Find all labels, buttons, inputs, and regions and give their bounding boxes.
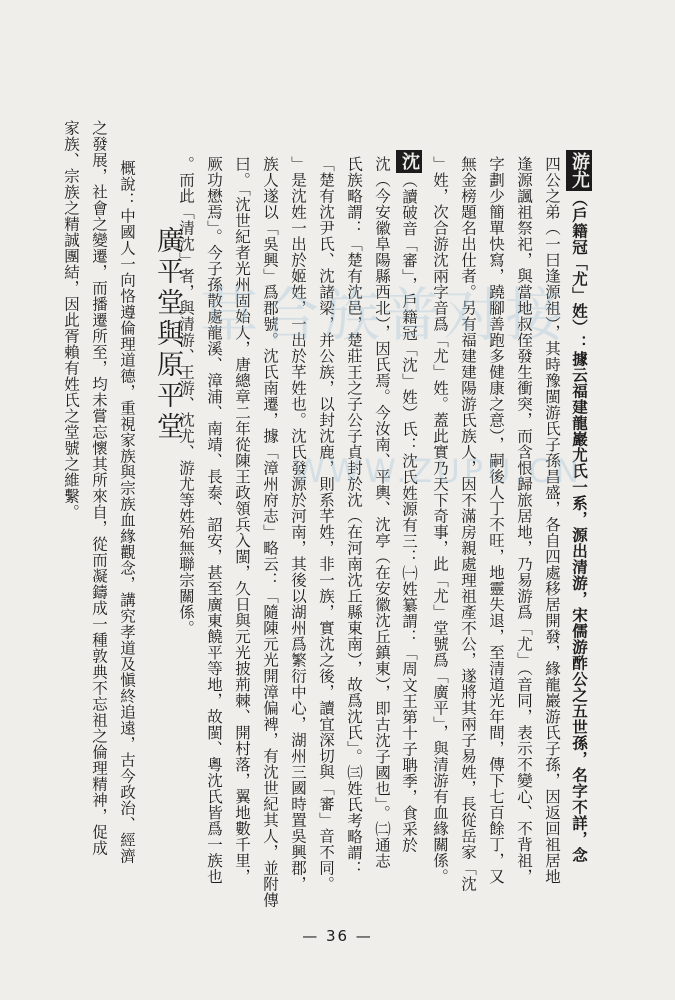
shen-col-1 [398, 150, 422, 853]
yu-col-4: 字劃少簡單快寫，蹺腳善跑多健康之意），嗣後人丁不旺，地靈失退，至清道光年間，傳下七百餘丁，又 [487, 156, 505, 885]
yu-col-3: 逢源諷祖祭祀，與當地叔侄發生衝突，而含恨歸旅居地，乃易游爲「尤」（音同，表示不變心、不背祖， [515, 156, 533, 885]
shen-col-2: 沈（今安徽阜陽縣西北），因氏焉。今汝南、平輿、沈亭（在安徽沈丘鎮東），即古沈子國也」。㈡通志 [373, 156, 391, 869]
yu-col-6: 」姓，次合游沈兩字音爲「尤」姓。蓋此實乃天下奇事，此「尤」堂號爲「廣平」，與清游有血緣關係。 [431, 156, 449, 885]
yu-col-2: 四公之弟（一曰逢源祖），其時豫閩游氏子孫昌盛，各自四處移居開發，緣龍巖游氏子孫，因返回祖居地 [543, 156, 561, 885]
shen-col-4: 「楚有沈尹氏、沈諸梁，并公族，以封沈鹿，則系芊姓，非一族，實沈之後，讀宜深切與「審」音不同。 [317, 156, 335, 892]
shen-col-1-text: （讀破音「審」，戶籍冠「沈」姓）氏：沈氏姓源有三：㈠姓纂謂：「周文王第十子聃季，食采於 [400, 172, 418, 853]
summary-col-1: 概說：中國人一向恪遵倫理道德，重視家族與宗族血緣觀念，講究孝道及愼終追遠，古今政治、經濟 [118, 160, 136, 864]
page-number: — 36 — [302, 927, 373, 945]
watermark-url: WWW.ZUPU.CN [293, 452, 583, 490]
section-heading: 廣平堂與原平堂 [152, 226, 183, 443]
shen-col-9: 。而此「清沈」者，與清游、王游、沈尤、游尤等姓殆無聯宗關係。 [177, 156, 195, 636]
summary-col-3: 家族、宗族之精誠團結，因此胥賴有姓氏之堂號之維繫。 [62, 120, 80, 520]
yu-col-1 [568, 150, 592, 863]
shen-col-7: 曰。「沈世紀者光州固始人，唐總章二年從陳王政領兵入閩，久日與元光披荊棘、開村落，翼地數千里， [233, 156, 251, 885]
shen-col-6: 族人遂以「吳興」爲郡號。沈氏南遷，據「漳州府志」略云：「隨陳元光開漳偏裨，有沈世紀其人，並附傳 [261, 156, 279, 908]
yu-col-1-text: （戶籍冠「尤」姓）：據云福建龍巖尤氏一系，源出清游，宋儒游酢公之五世孫，名字不詳，念 [570, 191, 589, 863]
yu-col-5: 無金榜題名出仕者。另有福建建陽游氏族人，因不滿房親處理祖產不公，遂將其兩子易姓，長從岳家「沈 [459, 156, 477, 892]
keyword-shen: 沈 [396, 150, 422, 173]
summary-col-2: 之發展，社會之變遷，而播遷所至，均未嘗忘懷其所來自，從而凝鑄成一種敦典不忘祖之倫理精神，促成 [90, 120, 108, 856]
watermark-text: 草合族普对接 [200, 281, 567, 349]
shen-col-5: 」是沈姓一出於姬姓，一出於芊姓也。沈氏發源於河南，其後以湖州爲繁衍中心，湖州三國時置吳興郡， [289, 156, 307, 892]
keyword-yuyou: 游尤 [566, 150, 592, 191]
shen-col-3: 氏族略謂：「楚有沈邑，楚莊王之子公子貞封於沈（在河南沈丘縣東南），故爲沈氏」。㈢姓氏考略謂： [345, 156, 363, 877]
shen-col-8: 厥功懋焉」。今子孫散處龍溪、漳浦、南靖、長泰、詔安，甚至廣東饒平等地，故閩、粵沈氏皆爲一族也 [205, 156, 223, 885]
